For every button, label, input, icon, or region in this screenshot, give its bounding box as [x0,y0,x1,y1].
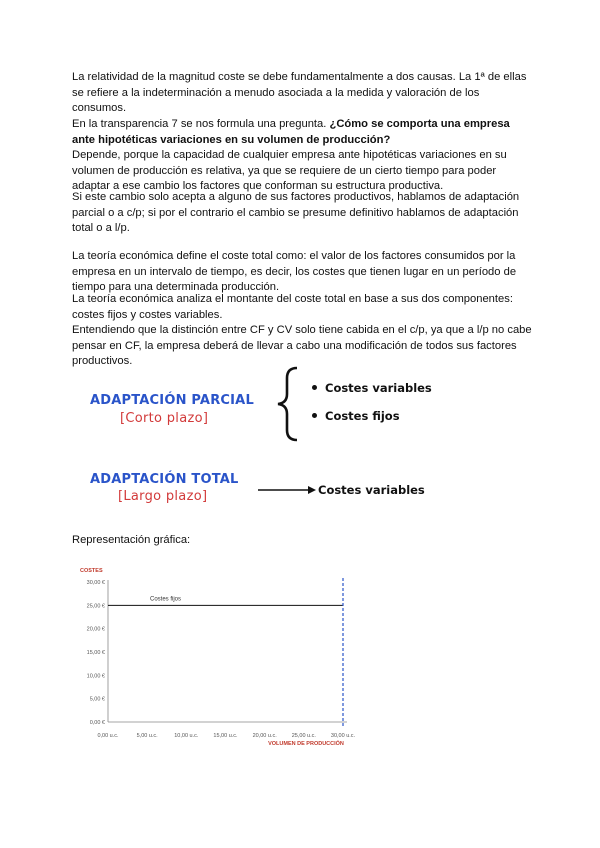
y-tick-label: 20,00 € [86,626,105,633]
series-label: Costes fijos [150,596,182,603]
chart-caption: Representación gráfica: [72,534,191,546]
y-tick-label: 30,00 € [86,580,105,586]
paragraph-total-cost: La teoría económica define el coste total como: el valor de los factores consumidos por la empresa en un intervalo de tiempo, es decir, los costes que tienen lugar en un período de tiempo para una determinada producción. [72,250,517,294]
chart-y-ticks [87,580,105,726]
x-tick-label: 15,00 u.c. [213,733,238,739]
paragraph-adaptation: Si este cambio solo acepta a alguno de sus factores productivos, hablamos de adaptación parcial o a c/p; si por el contrario el cambio se presume definitivo hablamos de adaptación total o a l/p. [72,191,520,235]
x-tick-label: 10,00 u.c. [174,733,199,739]
total-adaptation-title: ADAPTACIÓN TOTAL [90,472,239,487]
paragraph-capacity: Depende, porque la capacidad de cualquier empresa ante hipotéticas variaciones en su volumen de producción es relativa, ya que se requiere de un cierto tiempo para poder adaptar a ese cambio los factores que conforman su estructura productiva. [72,149,507,193]
question-intro: En la transparencia 7 se nos formula una pregunta. [72,118,330,130]
y-tick-label: 15,00 € [86,650,105,656]
partial-item-fixed-label: Costes fijos [325,409,400,423]
chart-ylabel: COSTES [80,568,103,574]
chart-x-ticks [97,733,355,739]
paragraph-relativity: La relatividad de la magnitud coste se debe fundamentalmente a dos causas. La 1ª de ellas se refiere a la indeterminación a menudo asociada a la medida y valoración de los consumos. [72,71,527,115]
paragraph-components: La teoría económica analiza el montante del coste total en base a sus dos componentes: costes fijos y costes variables. [72,293,513,321]
y-tick-label: 25,00 € [86,603,105,610]
y-tick-label: 0,00 € [89,720,105,726]
bullet-icon [312,385,317,390]
y-tick-label: 10,00 € [86,673,105,680]
cost-chart [70,560,370,755]
partial-item-variable-label: Costes variables [325,381,432,395]
y-tick-label: 5,00 € [89,696,105,703]
chart-axes [108,580,347,722]
partial-adaptation-subtitle: [Corto plazo] [120,411,209,426]
bullet-icon [312,413,317,418]
question-bold: ¿Cómo se comporta una empresa ante hipotéticas variaciones en su volumen de producción? [72,118,510,146]
partial-item-fixed [312,409,400,423]
chart-xlabel: VOLUMEN DE PRODUCCIÓN [268,741,344,747]
x-tick-label: 25,00 u.c. [291,733,316,739]
x-tick-label: 5,00 u.c. [136,733,158,739]
x-tick-label: 30,00 u.c. [330,733,356,739]
chart-series [108,578,343,728]
partial-adaptation-title: ADAPTACIÓN PARCIAL [90,393,254,408]
total-adaptation-subtitle: [Largo plazo] [118,489,208,504]
x-tick-label: 20,00 u.c. [252,733,277,739]
partial-item-variable [312,381,432,395]
paragraph-cf-cv: Entendiendo que la distinción entre CF y CV solo tiene cabida en el c/p, ya que a l/p no cabe pensar en CF, la empresa deberá de llevar a cabo una modificación de todos sus factores productivos. [72,324,532,368]
arrow-right-icon [258,484,318,496]
x-tick-label: 0,00 u.c. [97,733,119,739]
curly-brace-icon [275,366,307,442]
paragraph-question [72,117,532,148]
total-item-variable: Costes variables [318,483,425,497]
